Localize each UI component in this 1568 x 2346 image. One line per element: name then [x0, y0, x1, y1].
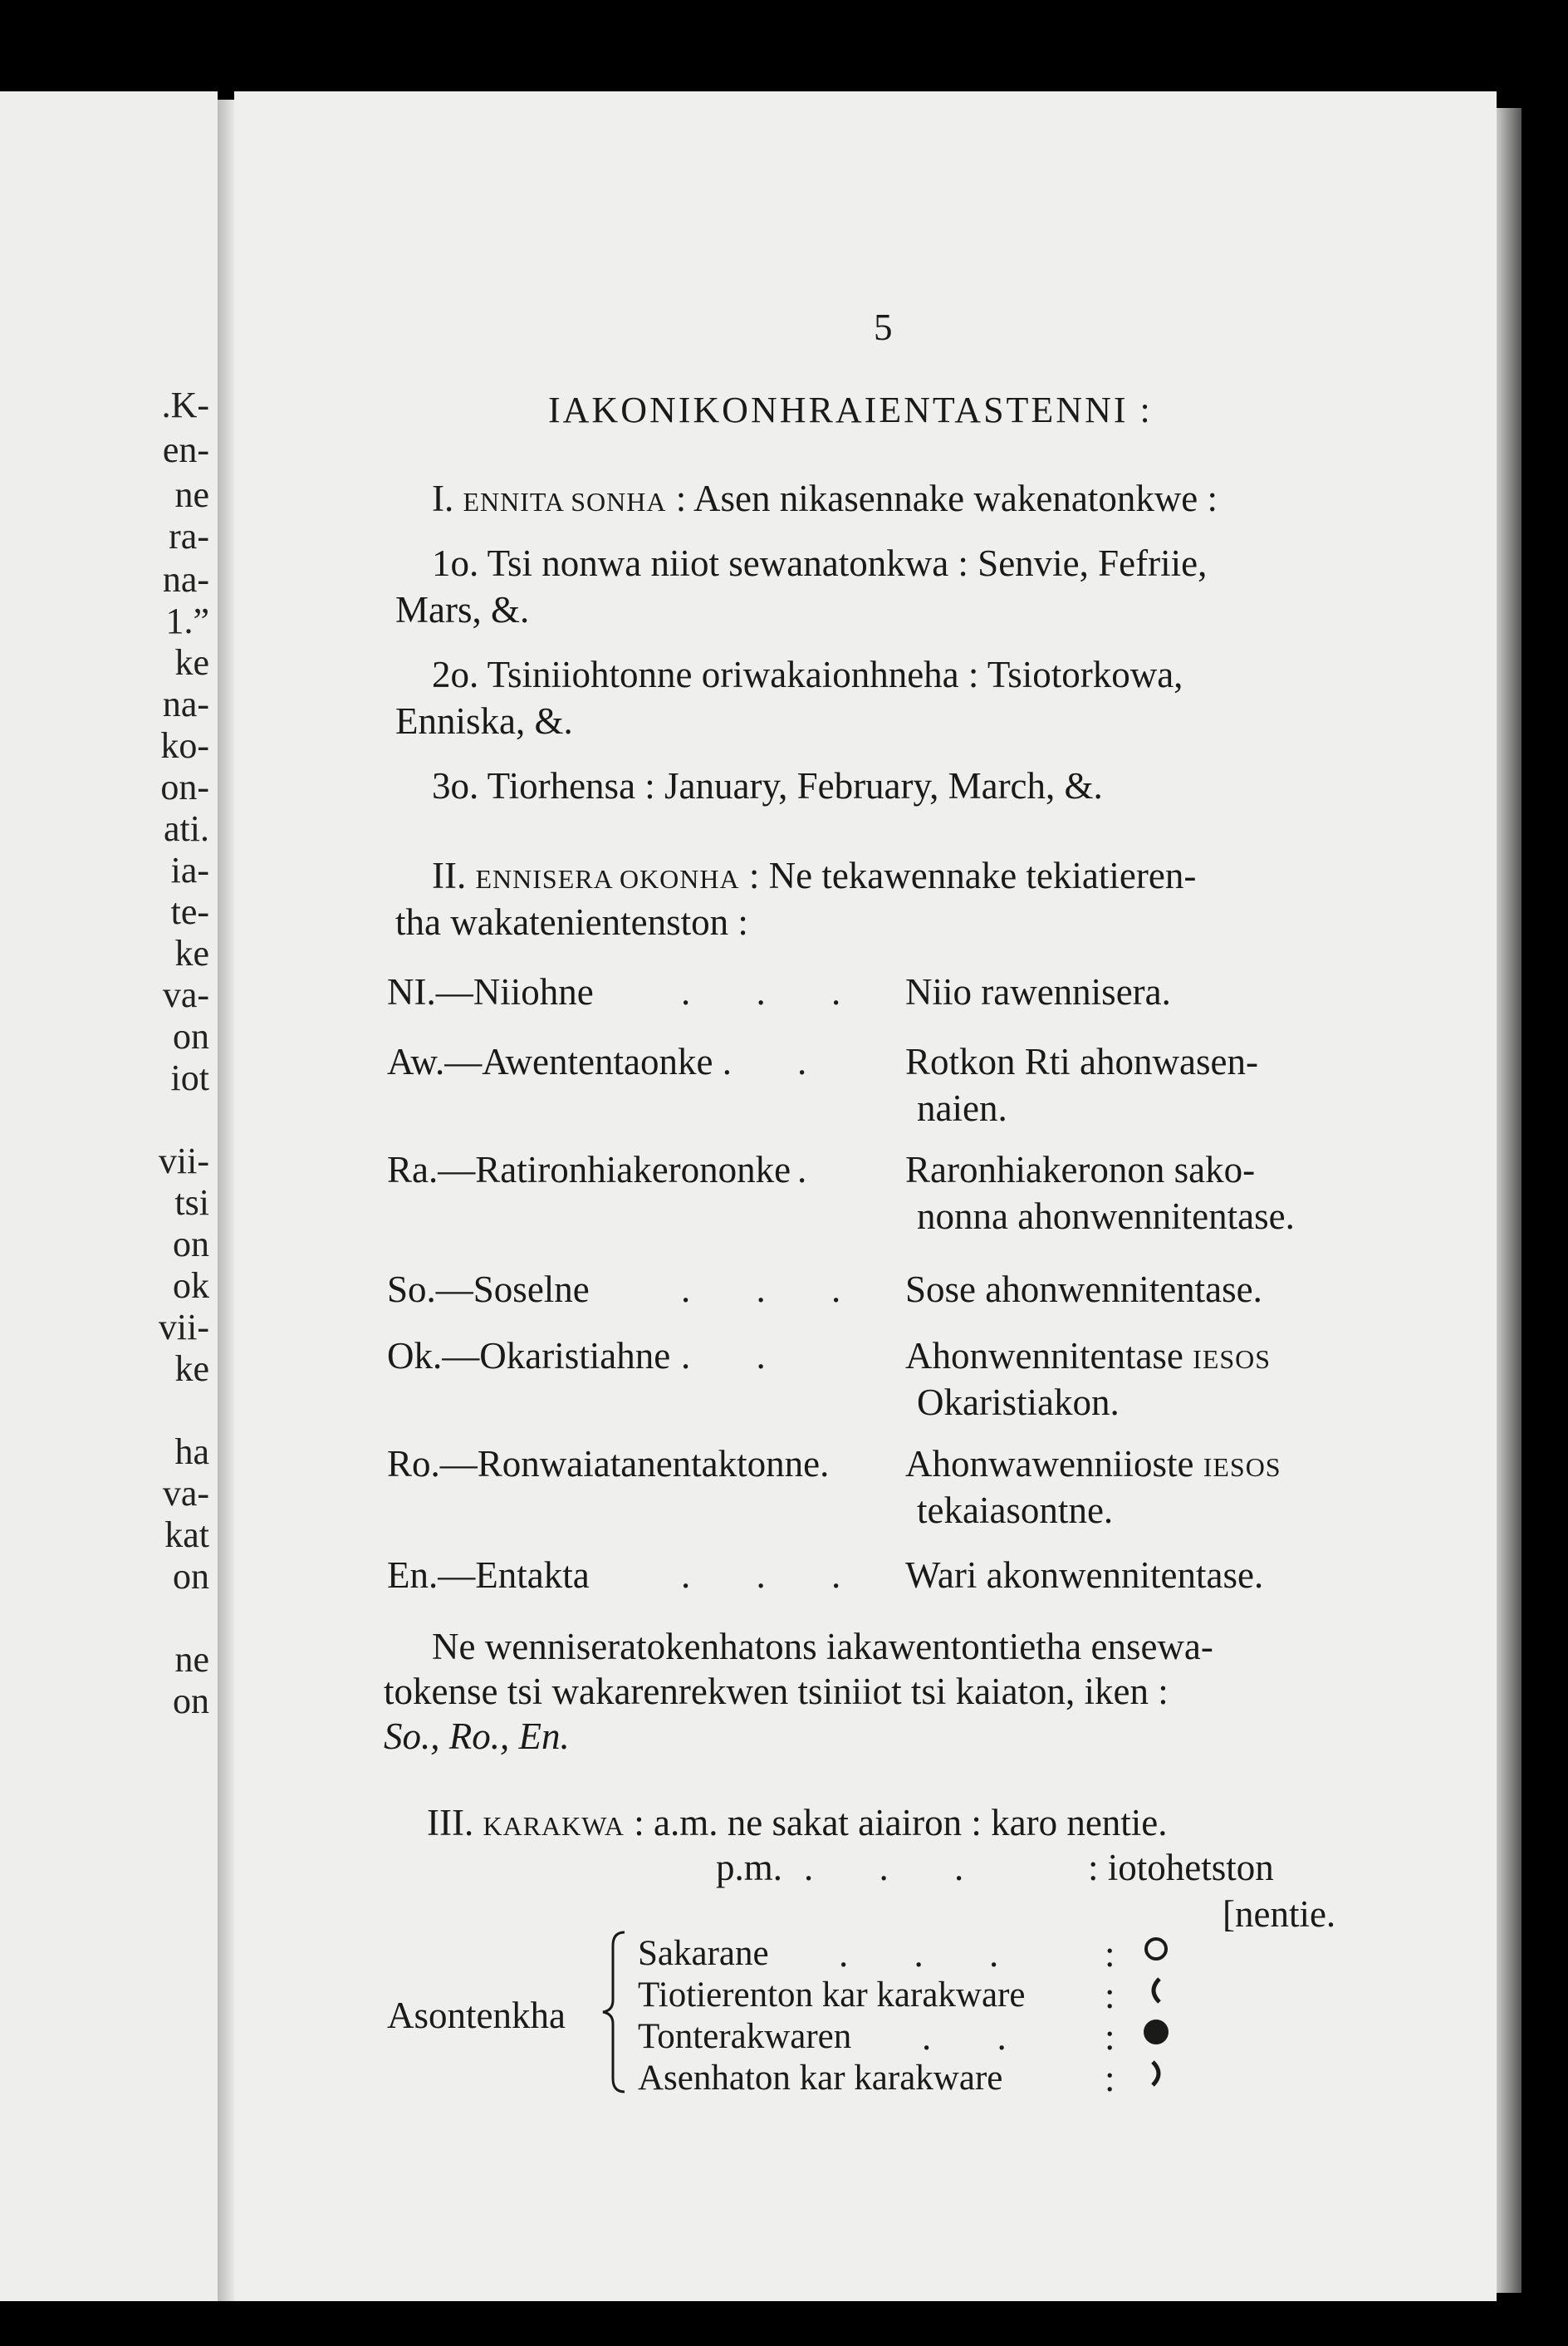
facing-page-fragment: .K-: [161, 385, 209, 425]
abbr-definition: [905, 1445, 1281, 1483]
page-number: 5: [874, 307, 893, 348]
item-2-line1: 2o. Tsiniiohtonne oriwakaionhneha : Tsiotorkowa,: [432, 654, 1183, 695]
section-1-numeral: I.: [432, 478, 454, 519]
facing-page-fragment: tsi: [174, 1182, 209, 1223]
page-edge-shadow: [1497, 108, 1521, 2293]
facing-page-fragment: va-: [162, 974, 209, 1015]
note-line-3: So., Ro., En.: [384, 1715, 570, 1757]
abbr-definition-text: Wari akonwennitentase.: [905, 1554, 1264, 1596]
item-1-line2: Mars, &.: [395, 589, 530, 631]
facing-page-fragment: ne: [174, 474, 209, 515]
abbr-definition: [905, 1554, 1264, 1596]
section-1-title: ENNITA SONHA: [463, 487, 667, 517]
facing-page-fragment: on: [173, 1556, 209, 1597]
section-2-line: [432, 857, 1196, 895]
item-1-line1: 1o. Tsi nonwa niiot sewanatonkwa : Senvie, Fefriie,: [432, 542, 1208, 584]
facing-page-fragment: iot: [170, 1058, 209, 1098]
abbr-leader: .: [797, 1041, 835, 1082]
facing-page-fragment: na-: [162, 684, 209, 724]
moon-phase-colon: :: [1105, 2016, 1115, 2058]
abbr-definition-text: Ahonwawenniioste: [905, 1443, 1194, 1485]
section-2-text2: tha wakatenientenston :: [395, 901, 748, 943]
moon-phase-colon: :: [1105, 2058, 1115, 2099]
facing-page-fragment: na-: [162, 559, 209, 600]
abbr-term: Ro.—Ronwaiatanentaktonne.: [387, 1443, 830, 1485]
abbr-leader: . .: [681, 1335, 794, 1377]
facing-page-fragment: ke: [174, 1348, 209, 1389]
moon-phase-dots: . . .: [839, 1933, 1027, 1975]
facing-page-fragment: ne: [174, 1639, 209, 1680]
book-spine: [218, 100, 234, 2301]
note-line-2: tokense tsi wakarenrekwen tsiniiot tsi kaiaton, iken :: [384, 1671, 1169, 1712]
facing-page-fragment: ati.: [164, 808, 209, 849]
abbr-definition-cont: Okaristiakon.: [917, 1382, 1120, 1423]
moon-phase-colon: :: [1105, 1975, 1115, 2016]
facing-page-fragment: on: [173, 1681, 209, 1721]
facing-page-fragment: ia-: [170, 850, 209, 891]
last-quarter-icon: [1139, 2055, 1173, 2093]
facing-page: [0, 91, 218, 2301]
facing-page-fragment: on: [173, 1016, 209, 1057]
facing-page-fragment: te-: [170, 891, 209, 932]
first-quarter-icon: [1139, 1972, 1173, 2010]
moon-phase-colon: :: [1105, 1933, 1115, 1975]
facing-page-fragment: ok: [173, 1265, 209, 1306]
section-3-title: KARAKWA: [483, 1811, 625, 1841]
moon-phase-dots: . .: [922, 2016, 1035, 2058]
abbr-definition-cont: naien.: [917, 1087, 1007, 1129]
abbr-definition-text: Niio rawennisera.: [905, 971, 1171, 1013]
section-2-text: : Ne tekawennake tekiatieren-: [748, 855, 1197, 896]
item-2-line2: Enniska, &.: [395, 700, 573, 742]
moon-phase-name: Tiotierenton kar karakware: [638, 1975, 1026, 2015]
abbr-definition: [905, 1337, 1271, 1375]
new-moon-outline-icon: [1139, 1931, 1173, 1969]
abbr-definition-text: Rotkon Rti ahonwasen-: [905, 1041, 1258, 1082]
abbr-term: Ra.—Ratironhiakerononke: [387, 1149, 791, 1190]
abbr-definition-text: Ahonwennitentase: [905, 1335, 1183, 1377]
facing-page-fragment: ko-: [160, 725, 209, 766]
abbr-definition: [905, 1271, 1262, 1308]
facing-page-fragment: kat: [164, 1514, 209, 1555]
abbr-definition-text: Sose ahonwennitentase.: [905, 1269, 1262, 1310]
full-moon-icon: [1139, 2014, 1173, 2052]
abbr-leader: . . .: [681, 1269, 870, 1310]
section-3-am: : a.m. ne sakat aiairon : karo nentie.: [634, 1802, 1168, 1843]
abbr-term: So.—Soselne: [387, 1269, 590, 1310]
facing-page-fragment: ke: [174, 933, 209, 974]
pm-dots: . . .: [804, 1847, 992, 1888]
abbr-definition-smallcaps: IESOS: [1193, 1344, 1272, 1374]
item-3-line1: 3o. Tiorhensa : January, February, March, &.: [432, 765, 1103, 807]
facing-page-fragment: on: [173, 1224, 209, 1264]
brace: [598, 1929, 631, 2095]
facing-page-fragment: ke: [174, 642, 209, 683]
pm-continuation: [nentie.: [1223, 1893, 1336, 1935]
abbr-definition-smallcaps: IESOS: [1203, 1452, 1281, 1482]
facing-page-fragment: vii-: [158, 1307, 209, 1347]
facing-page-fragment: ha: [174, 1431, 209, 1472]
asontenkha-label: Asontenkha: [387, 1995, 566, 2036]
moon-phase-name: Asenhaton kar karakware: [638, 2059, 1003, 2098]
page-heading: IAKONIKONHRAIENTASTENNI :: [548, 390, 1153, 430]
moon-phase-name: Sakarane: [638, 1934, 769, 1973]
abbr-definition-cont: nonna ahonwennitentase.: [917, 1195, 1295, 1237]
pm-text: : iotohetston: [1088, 1847, 1274, 1888]
abbr-leader: . . .: [681, 1554, 870, 1596]
note-line-1: Ne wenniseratokenhatons iakawentontietha ensewa-: [432, 1626, 1213, 1667]
abbr-term: En.—Entakta: [387, 1554, 590, 1596]
section-2-numeral: II.: [432, 855, 467, 896]
facing-page-fragment: vii-: [158, 1141, 209, 1181]
abbr-term: NI.—Niiohne: [387, 971, 594, 1013]
abbr-definition-cont: tekaiasontne.: [917, 1490, 1114, 1531]
pm-label: p.m.: [716, 1847, 783, 1888]
section-1-line: [432, 480, 1218, 518]
abbr-definition: [905, 1043, 1258, 1081]
abbr-definition: [905, 1151, 1255, 1189]
abbr-term: Aw.—Awententaonke .: [387, 1041, 732, 1082]
moon-phase-name: Tonterakwaren: [638, 2017, 852, 2056]
section-2-title: ENNISERA OKONHA: [475, 864, 740, 894]
abbr-term: Ok.—Okaristiahne: [387, 1335, 671, 1377]
facing-page-fragment: on-: [160, 767, 209, 807]
section-3-line: [427, 1804, 1168, 1842]
facing-page-fragment: en-: [162, 429, 209, 470]
abbr-leader: . . .: [681, 971, 870, 1013]
section-3-numeral: III.: [427, 1802, 474, 1843]
abbr-definition: [905, 971, 1171, 1013]
facing-page-fragment: ra-: [169, 516, 209, 557]
facing-page-fragment: va-: [162, 1473, 209, 1514]
abbr-definition-text: Raronhiakeronon sako-: [905, 1149, 1256, 1190]
abbr-leader: .: [797, 1149, 835, 1190]
facing-page-fragment: 1.”: [165, 601, 209, 641]
section-1-text: : Asen nikasennake wakenatonkwe :: [675, 478, 1218, 519]
